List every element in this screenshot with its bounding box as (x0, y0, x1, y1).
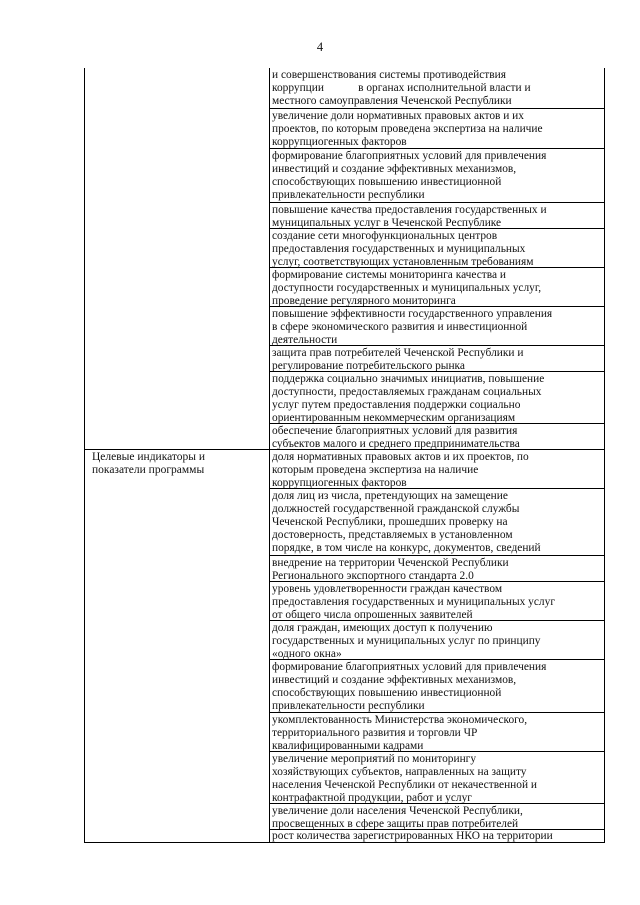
row-separator (269, 803, 604, 804)
row-separator (269, 306, 604, 307)
table-cell: увеличение доли нормативных правовых актов и их проектов, по которым проведена экспертиза на наличие коррупциогенных факторов (272, 110, 543, 148)
row-separator (269, 267, 604, 268)
row-separator (269, 659, 604, 660)
table-cell: формирование благоприятных условий для привлечения инвестиций и создание эффективных механизмов, способствующих повышению инвестиционной привлекательности республики (272, 661, 547, 712)
row-separator (269, 148, 604, 149)
program-passport-table (84, 68, 605, 843)
row-separator (269, 371, 604, 372)
column-divider (269, 68, 270, 842)
row-separator (269, 751, 604, 752)
table-cell: создание сети многофункциональных центров предоставления государственных и муниципальных услуг, соответствующих установленным требованиям (272, 230, 534, 268)
table-cell: доля нормативных правовых актов и их проектов, по которым проведена экспертиза на наличие коррупциогенных факторов (272, 451, 529, 489)
table-cell: поддержка социально значимых инициатив, повышение доступности, предоставляемых гражданам социальных услуг путем предоставления поддержки социально ориентированным некоммерческим организациям (272, 373, 545, 424)
row-separator (269, 581, 604, 582)
table-cell: и совершенствования системы противодействия коррупции в органах исполнительной власти и местного самоуправления Чеченской Республики (272, 69, 531, 107)
table-cell: укомплектованность Министерства экономического, территориального развития и торговли ЧР квалифицированными кадрами (272, 714, 528, 752)
table-cell: обеспечение благоприятных условий для развития субъектов малого и среднего предпринимательства (272, 425, 520, 450)
table-cell: рост количества зарегистрированных НКО на территории (272, 830, 553, 842)
table-cell: повышение эффективности государственного управления в сфере экономического развития и инвестиционной деятельности (272, 308, 553, 346)
row-separator (269, 108, 604, 109)
table-cell: увеличение доли населения Чеченской Республики, просвещенных в сфере защиты прав потребителей (272, 805, 523, 830)
table-cell: защита прав потребителей Чеченской Республики и регулирование потребительского рынка (272, 347, 524, 372)
row-separator (269, 555, 604, 556)
table-cell: доля граждан, имеющих доступ к получению государственных и муниципальных услуг по принципу «одного окна» (272, 622, 541, 660)
row-separator (269, 228, 604, 229)
table-cell: формирование системы мониторинга качества и доступности государственных и муниципальных услуг, проведение регулярного мониторинга (272, 269, 542, 307)
section-separator (85, 449, 604, 450)
row-separator (269, 712, 604, 713)
table-cell: внедрение на территории Чеченской Республики Регионального экспортного стандарта 2.0 (272, 557, 509, 582)
table-cell: доля лиц из числа, претендующих на замещение должностей государственной гражданской службы Чеченской Республики, прошедших проверку на достоверность, представляемых в установленном порядке, в том числе на конкурс, документов, сведений (272, 490, 541, 554)
row-separator (269, 620, 604, 621)
row-separator (269, 488, 604, 489)
page-number: 4 (316, 40, 324, 54)
table-cell: увеличение мероприятий по мониторингу хозяйствующих субъектов, направленных на защиту населения Чеченской Республики от некачественной и контрафактной продукции, работ и услуг (272, 753, 537, 804)
row-separator (269, 423, 604, 424)
row-separator (269, 202, 604, 203)
table-cell: повышение качества предоставления государственных и муниципальных услуг в Чеченской Республике (272, 204, 547, 229)
table-cell: уровень удовлетворенности граждан качеством предоставления государственных и муниципальных услуг от общего числа опрошенных заявителей (272, 583, 555, 621)
target-indicators-label: Целевые индикаторы и показатели программы (92, 451, 206, 476)
row-separator (269, 345, 604, 346)
table-cell: формирование благоприятных условий для привлечения инвестиций и создание эффективных механизмов, способствующих повышению инвестиционной привлекательности республики (272, 150, 547, 201)
